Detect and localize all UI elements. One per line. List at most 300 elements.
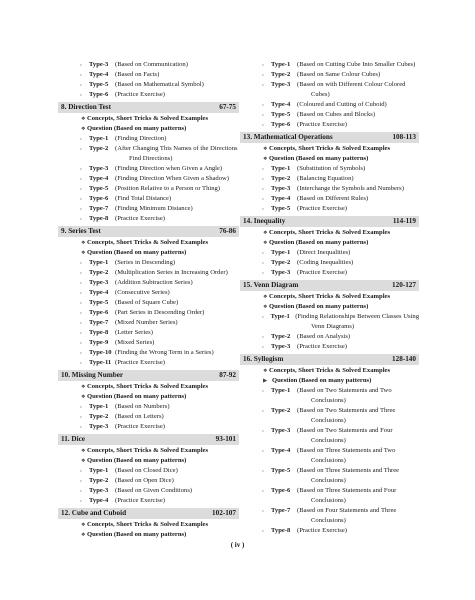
toc-type-entry [240,506,419,516]
toc-type-continuation [240,436,419,446]
toc-subheading [240,238,419,248]
type-name: Type-9 [89,339,109,346]
chevron-right-icon: › [80,72,82,78]
chevron-right-icon: › [262,102,264,108]
type-name: Type-1 [271,249,291,256]
chevron-right-icon: › [80,404,82,410]
toc-type-entry [58,144,239,154]
star-bullet-icon: ❖ [263,147,268,152]
section-heading [58,434,239,445]
section-title: 11. Dice [61,435,85,443]
type-description: (Practice Exercise) [115,91,165,98]
toc-subheading [58,248,239,258]
chevron-right-icon: › [80,414,82,420]
chevron-right-icon: › [80,350,82,356]
toc-type-entry [240,406,419,416]
type-name: Type-3 [271,427,291,434]
chevron-right-icon: › [80,186,82,192]
star-bullet-icon: ❖ [81,449,86,454]
toc-type-entry [58,288,239,298]
type-description: (Practice Exercise) [115,423,165,430]
type-description: (Series in Descending) [115,259,176,266]
section-pages: 128-140 [392,355,416,363]
chevron-right-icon: › [262,186,264,192]
chevron-right-icon: › [262,166,264,172]
toc-subheading [240,366,419,376]
chevron-right-icon: › [80,478,82,484]
star-bullet-icon: ❖ [81,251,86,256]
type-name: Type-5 [89,81,109,88]
star-bullet-icon: ❖ [81,523,86,528]
section-heading [240,354,419,365]
toc-type-continuation [240,496,419,506]
type-name: Type-5 [89,299,109,306]
chevron-right-icon: › [262,314,264,320]
type-description: (Based on Two Statements and Four [297,427,393,434]
type-name: Type-4 [89,175,109,182]
section-heading [240,280,419,291]
chevron-right-icon: › [262,270,264,276]
chevron-right-icon: › [262,428,264,434]
chevron-right-icon: › [262,176,264,182]
star-bullet-icon: ❖ [81,459,86,464]
toc-column-right [240,60,419,536]
toc-type-entry [58,358,239,368]
toc-subheading [240,154,419,164]
type-description: Conclusions) [311,417,346,424]
toc-type-entry [240,446,419,456]
type-name: Type-1 [89,467,109,474]
type-name: Type-3 [89,423,109,430]
type-description: (Based on Three Statements and Four [297,487,397,494]
type-description: (Consecutive Series) [115,289,170,296]
toc-type-continuation [240,476,419,486]
type-name: Type-3 [271,81,291,88]
type-name: Type-5 [271,467,291,474]
type-description: (Based on Three Statements and Three [297,467,400,474]
toc-subheading [58,238,239,248]
type-description: (Based on Closed Dice) [115,467,178,474]
chevron-right-icon: ▶ [263,378,268,384]
chevron-right-icon: › [80,196,82,202]
toc-subheading [240,302,419,312]
type-name: Type-2 [271,407,291,414]
subheading-text: Question (Based on many patterns) [87,457,187,464]
type-description: (Multiplication Series in Increasing Order) [115,269,228,276]
toc-type-continuation [240,396,419,406]
type-description: (Coloured and Cutting of Cuboid) [297,101,387,108]
section-heading [240,132,419,143]
type-name: Type-5 [89,185,109,192]
chevron-right-icon: › [262,250,264,256]
toc-type-entry [240,486,419,496]
toc-type-entry [58,496,239,506]
toc-type-entry [240,332,419,342]
toc-type-entry [58,476,239,486]
toc-type-entry [58,278,239,288]
toc-subheading [58,114,239,124]
chevron-right-icon: › [80,82,82,88]
toc-subheading [58,124,239,134]
toc-type-entry [240,268,419,278]
type-description: (Based of Square Cube) [115,299,179,306]
section-pages: 93-101 [215,435,236,443]
star-bullet-icon: ❖ [263,231,268,236]
toc-subheading [58,382,239,392]
type-description: (Addition Subtraction Series) [115,279,193,286]
toc-type-entry [240,466,419,476]
type-name: Type-10 [89,349,112,356]
chevron-right-icon: › [262,62,264,68]
type-name: Type-6 [89,195,109,202]
section-title: 8. Direction Test [61,103,111,111]
toc-type-entry [58,338,239,348]
toc-type-entry [58,134,239,144]
type-description: Conclusions) [311,437,346,444]
toc-type-continuation [240,456,419,466]
type-name: Type-1 [89,259,109,266]
star-bullet-icon: ❖ [263,369,268,374]
toc-type-entry [58,174,239,184]
type-name: Type-8 [271,527,291,534]
type-name: Type-11 [89,359,112,366]
toc-type-entry [240,174,419,184]
chevron-right-icon: › [80,360,82,366]
type-name: Type-4 [271,195,291,202]
chevron-right-icon: › [262,448,264,454]
type-name: Type-2 [271,71,291,78]
type-description: (Substitution of Symbols) [297,165,366,172]
toc-type-continuation [240,516,419,526]
toc-type-entry [58,70,239,80]
type-name: Type-1 [271,165,291,172]
toc-type-entry [240,110,419,120]
type-name: Type-3 [271,185,291,192]
subheading-text: Concepts, Short Tricks & Solved Examples [87,239,209,246]
toc-type-entry [240,386,419,396]
type-name: Type-3 [89,279,109,286]
type-description: (Based on Two Statements and Two [297,387,392,394]
type-name: Type-6 [271,121,291,128]
toc-type-continuation [240,416,419,426]
chevron-right-icon: › [262,122,264,128]
type-name: Type-2 [271,175,291,182]
type-name: Type-1 [271,61,291,68]
chevron-right-icon: › [80,310,82,316]
type-description: (Based on Cutting Cube Into Smaller Cubes) [297,61,416,68]
toc-type-entry [58,486,239,496]
type-description: (Based on Letters) [115,413,164,420]
chevron-right-icon: › [262,528,264,534]
type-name: Type-8 [89,215,109,222]
type-description: Cubes) [311,91,330,98]
type-description: (Practice Exercise) [297,527,347,534]
toc-type-entry [240,248,419,258]
type-description: (Practice Exercise) [297,269,347,276]
type-description: (Finding Direction when Given a Angle) [115,165,223,172]
type-description: (Part Series in Descending Order) [115,309,205,316]
type-name: Type-2 [271,259,291,266]
subheading-text: Question (Based on many patterns) [87,125,187,132]
section-pages: 87-92 [219,371,236,379]
section-title: 9. Series Test [61,227,101,235]
toc-type-entry [58,412,239,422]
toc-type-entry [58,422,239,432]
toc-type-entry [240,70,419,80]
toc-type-entry [58,60,239,70]
type-description: (Based on Communication) [115,61,188,68]
type-description: (Practice Exercise) [297,205,347,212]
type-name: Type-5 [271,111,291,118]
type-name: Type-1 [89,403,109,410]
star-bullet-icon: ❖ [81,385,86,390]
star-bullet-icon: ❖ [263,241,268,246]
type-name: Type-1 [89,135,109,142]
type-description: (Balancing Equation) [297,175,354,182]
section-heading [58,508,239,519]
type-description: (Finding Minimum Distance) [115,205,193,212]
chevron-right-icon: › [262,388,264,394]
type-name: Type-8 [89,329,109,336]
type-description: (Finding Direction When Given a Shadow) [115,175,229,182]
subheading-text: Question (Based on many patterns) [87,531,187,538]
toc-column-left [58,60,239,540]
type-name: Type-4 [271,447,291,454]
type-name: Type-5 [271,205,291,212]
toc-type-entry [58,194,239,204]
section-pages: 102-107 [212,509,236,517]
type-name: Type-4 [271,101,291,108]
type-name: Type-7 [89,205,109,212]
toc-type-entry [58,268,239,278]
chevron-right-icon: › [262,334,264,340]
type-description: (Based on Different Rules) [297,195,369,202]
toc-subheading [58,456,239,466]
toc-type-entry [58,318,239,328]
star-bullet-icon: ❖ [263,157,268,162]
toc-type-entry [240,426,419,436]
toc-type-continuation [240,322,419,332]
subheading-text: Concepts, Short Tricks & Solved Examples [87,383,209,390]
type-description: (Letter Series) [115,329,153,336]
toc-type-entry [240,184,419,194]
type-description: (Based on Two Statements and Three [297,407,396,414]
subheading-text: Concepts, Short Tricks & Solved Examples [87,447,209,454]
type-description: Conclusions) [311,457,346,464]
section-title: 12. Cube and Cuboid [61,509,127,517]
toc-subheading [58,392,239,402]
type-description: (Finding Direction) [115,135,167,142]
toc-type-entry [58,308,239,318]
type-name: Type-4 [89,497,109,504]
type-description: Conclusions) [311,497,346,504]
toc-type-entry [58,80,239,90]
toc-type-entry [58,164,239,174]
type-name: Type-3 [89,487,109,494]
toc-type-entry [240,100,419,110]
toc-subheading [240,228,419,238]
toc-type-entry [240,60,419,70]
toc-type-entry [240,526,419,536]
chevron-right-icon: › [80,468,82,474]
type-name: Type-1 [270,313,290,320]
chevron-right-icon: › [80,330,82,336]
type-name: Type-2 [89,145,109,152]
type-description: (Mixed Number Series) [115,319,178,326]
page-number: ( iv ) [230,541,245,549]
toc-type-entry [240,120,419,130]
section-pages: 108-113 [392,133,416,141]
chevron-right-icon: › [80,424,82,430]
toc-subheading [58,530,239,540]
toc-subheading [58,446,239,456]
chevron-right-icon: › [80,176,82,182]
section-title: 13. Mathematical Operations [243,133,333,141]
toc-subheading [58,520,239,530]
type-description: (Based on Facts) [115,71,160,78]
type-name: Type-4 [89,71,109,78]
chevron-right-icon: › [80,166,82,172]
chevron-right-icon: › [80,62,82,68]
subheading-text: Question (Based on many patterns) [87,249,187,256]
chevron-right-icon: › [262,196,264,202]
type-name: Type-7 [89,319,109,326]
section-title: 15. Venn Diagram [243,281,299,289]
type-description: (Practice Exercise) [297,121,347,128]
section-title: 10. Missing Number [61,371,124,379]
toc-type-entry [58,348,239,358]
type-description: (Based on Mathematical Symbol) [115,81,204,88]
subheading-text: Question (Based on many patterns) [272,377,372,384]
type-name: Type-4 [89,289,109,296]
chevron-right-icon: › [262,260,264,266]
toc-type-entry [58,328,239,338]
type-description: (Based on Three Statements and Two [297,447,396,454]
chevron-right-icon: › [80,280,82,286]
star-bullet-icon: ❖ [263,305,268,310]
type-description: (Find Total Distance) [115,195,172,202]
toc-type-entry [58,258,239,268]
toc-type-entry [240,194,419,204]
type-name: Type-6 [89,91,109,98]
section-pages: 114-119 [392,217,416,225]
toc-type-entry [58,204,239,214]
toc-type-entry [58,214,239,224]
section-heading [58,226,239,237]
type-description: Conclusions) [311,517,346,524]
subheading-text: Question (Based on many patterns) [269,155,369,162]
toc-type-entry [58,184,239,194]
chevron-right-icon: › [262,468,264,474]
toc-type-continuation [240,90,419,100]
subheading-text: Concepts, Short Tricks & Solved Examples [269,229,391,236]
type-description: (Direct Inequalities) [297,249,351,256]
toc-subheading [240,292,419,302]
type-description: (Based on Analysis) [297,333,351,340]
section-pages: 76-86 [219,227,236,235]
chevron-right-icon: › [80,92,82,98]
type-name: Type-2 [89,477,109,484]
toc-type-entry [240,164,419,174]
subheading-text: Concepts, Short Tricks & Solved Examples [87,115,209,122]
type-description: (Based on Numbers) [115,403,170,410]
toc-type-continuation [58,154,239,164]
type-description: (Based on Four Statements and Three [297,507,397,514]
type-description: (After Changing This Names of the Directions [115,145,238,152]
toc-type-entry [240,342,419,352]
type-description: (Practice Exercise) [115,359,165,366]
chevron-right-icon: › [262,344,264,350]
chevron-right-icon: › [262,488,264,494]
chevron-right-icon: › [262,72,264,78]
type-name: Type-3 [89,165,109,172]
subheading-text: Question (Based on many patterns) [269,303,369,310]
star-bullet-icon: ❖ [81,533,86,538]
toc-type-entry [240,258,419,268]
chevron-right-icon: › [80,206,82,212]
chevron-right-icon: › [262,508,264,514]
subheading-text: Concepts, Short Tricks & Solved Examples [269,367,391,374]
toc-type-entry [58,298,239,308]
chevron-right-icon: › [262,82,264,88]
subheading-text: Question (Based on many patterns) [87,393,187,400]
type-description: Conclusions) [311,397,346,404]
type-description: (Interchange the Symbols and Numbers) [297,185,404,192]
chevron-right-icon: › [262,206,264,212]
chevron-right-icon: › [80,340,82,346]
type-name: Type-3 [89,61,109,68]
type-description: (Position Relative to a Person or Thing) [115,185,221,192]
type-description: Find Directions) [129,155,173,162]
type-name: Type-2 [89,269,109,276]
toc-subheading [240,144,419,154]
type-description: (Based on Same Colour Cubes) [297,71,381,78]
type-name: Type-3 [271,343,291,350]
type-description: (Mixed Series) [115,339,155,346]
type-name: Type-2 [271,333,291,340]
star-bullet-icon: ❖ [81,395,86,400]
type-description: (Finding the Wrong Term in a Series) [115,349,214,356]
toc-type-entry [58,466,239,476]
chevron-right-icon: › [80,270,82,276]
chevron-right-icon: › [80,146,82,152]
section-title: 16. Syllogism [243,355,284,363]
type-name: Type-3 [271,269,291,276]
type-description: (Based on Cubes and Blocks) [297,111,376,118]
type-name: Type-7 [271,507,291,514]
type-name: Type-6 [89,309,109,316]
chevron-right-icon: › [80,216,82,222]
section-pages: 120-127 [392,281,416,289]
type-description: (Based on Given Conditions) [115,487,193,494]
chevron-right-icon: › [80,498,82,504]
toc-subheading [240,376,419,386]
toc-type-entry [58,90,239,100]
chevron-right-icon: › [80,488,82,494]
toc-type-entry [240,80,419,90]
type-name: Type-6 [271,487,291,494]
subheading-text: Concepts, Short Tricks & Solved Examples [87,521,209,528]
subheading-text: Question (Based on many patterns) [269,239,369,246]
chevron-right-icon: › [80,320,82,326]
section-heading [58,370,239,381]
subheading-text: Concepts, Short Tricks & Solved Examples [269,293,391,300]
subheading-text: Concepts, Short Tricks & Solved Examples [269,145,391,152]
star-bullet-icon: ❖ [81,127,86,132]
type-name: Type-1 [271,387,291,394]
type-description: (Based on with Different Colour Colored [297,81,406,88]
chevron-right-icon: › [262,408,264,414]
